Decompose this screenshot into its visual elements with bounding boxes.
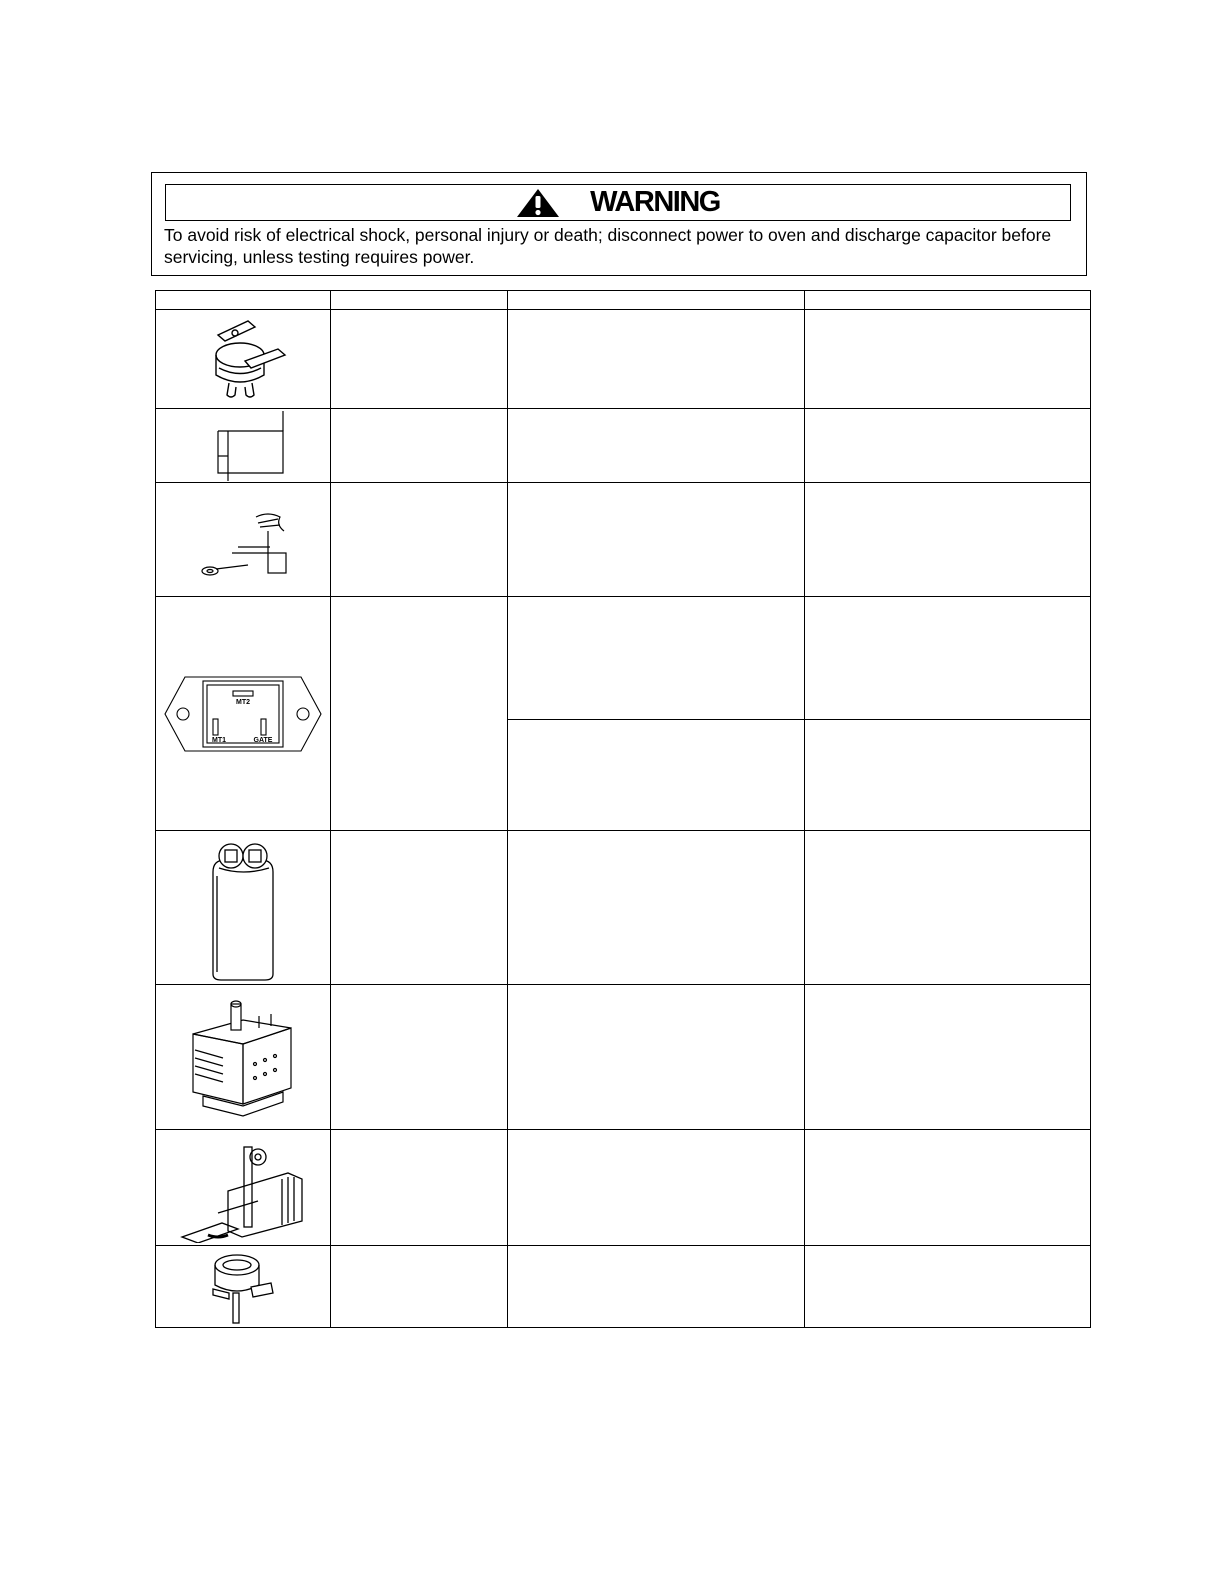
table-cell (508, 483, 805, 597)
table-cell (508, 310, 805, 409)
table-cell (508, 1130, 805, 1246)
damper-motor-icon (178, 1133, 308, 1243)
table-cell (805, 409, 1091, 483)
table-row (156, 483, 1091, 597)
triac-label-gate: GATE (253, 736, 273, 744)
warning-triangle-icon (516, 188, 560, 218)
triac-label-mt1: MT1 (212, 736, 226, 744)
table-cell (508, 409, 805, 483)
table-cell (331, 1130, 508, 1246)
table-row (156, 597, 1091, 720)
table-cell (331, 310, 508, 409)
table-cell (508, 985, 805, 1130)
table-cell (805, 483, 1091, 597)
table-cell (508, 1246, 805, 1328)
table-cell (508, 597, 805, 720)
table-row (156, 1130, 1091, 1246)
component-image-cell (156, 310, 331, 409)
table-row (156, 310, 1091, 409)
magnetron-icon (183, 992, 303, 1122)
header-cell (331, 291, 508, 310)
table-row (156, 831, 1091, 985)
component-image-cell (156, 409, 331, 483)
table-cell (508, 720, 805, 831)
table-cell (805, 310, 1091, 409)
component-image-cell (156, 831, 331, 985)
table-cell (805, 1246, 1091, 1328)
table-row (156, 985, 1091, 1130)
warning-message: To avoid risk of electrical shock, personal injury or death; disconnect power to oven and discharge capacitor before servicing, unless testing requires power. (164, 225, 1052, 267)
header-cell (156, 291, 331, 310)
table-header-row (156, 291, 1091, 310)
component-image-cell (156, 483, 331, 597)
thermal-cutout-icon (193, 313, 293, 405)
table-cell (805, 1130, 1091, 1246)
table-row (156, 1246, 1091, 1328)
table-cell (331, 1246, 508, 1328)
switch-diagram-icon (188, 495, 298, 585)
capacitor-icon (203, 834, 283, 982)
header-cell (508, 291, 805, 310)
table-cell (805, 985, 1091, 1130)
triac-icon (163, 669, 323, 759)
table-cell (805, 831, 1091, 985)
table-cell (331, 985, 508, 1130)
table-cell (331, 597, 508, 831)
component-image-cell (156, 597, 331, 831)
table-cell (508, 831, 805, 985)
table-row (156, 409, 1091, 483)
table-cell (331, 831, 508, 985)
component-image-cell (156, 985, 331, 1130)
warning-header (165, 184, 1071, 221)
header-cell (805, 291, 1091, 310)
table-cell (331, 483, 508, 597)
table-cell (805, 720, 1091, 831)
thermistor-icon (203, 1249, 283, 1325)
warning-box (151, 172, 1087, 276)
component-image-cell (156, 1130, 331, 1246)
component-test-table (155, 290, 1091, 1328)
triac-label-mt2: MT2 (236, 698, 250, 706)
component-image-cell (156, 1246, 331, 1328)
warning-title: WARNING (590, 186, 720, 218)
table-cell (331, 409, 508, 483)
fuse-wiring-diagram-icon (198, 411, 288, 481)
table-cell (805, 597, 1091, 720)
